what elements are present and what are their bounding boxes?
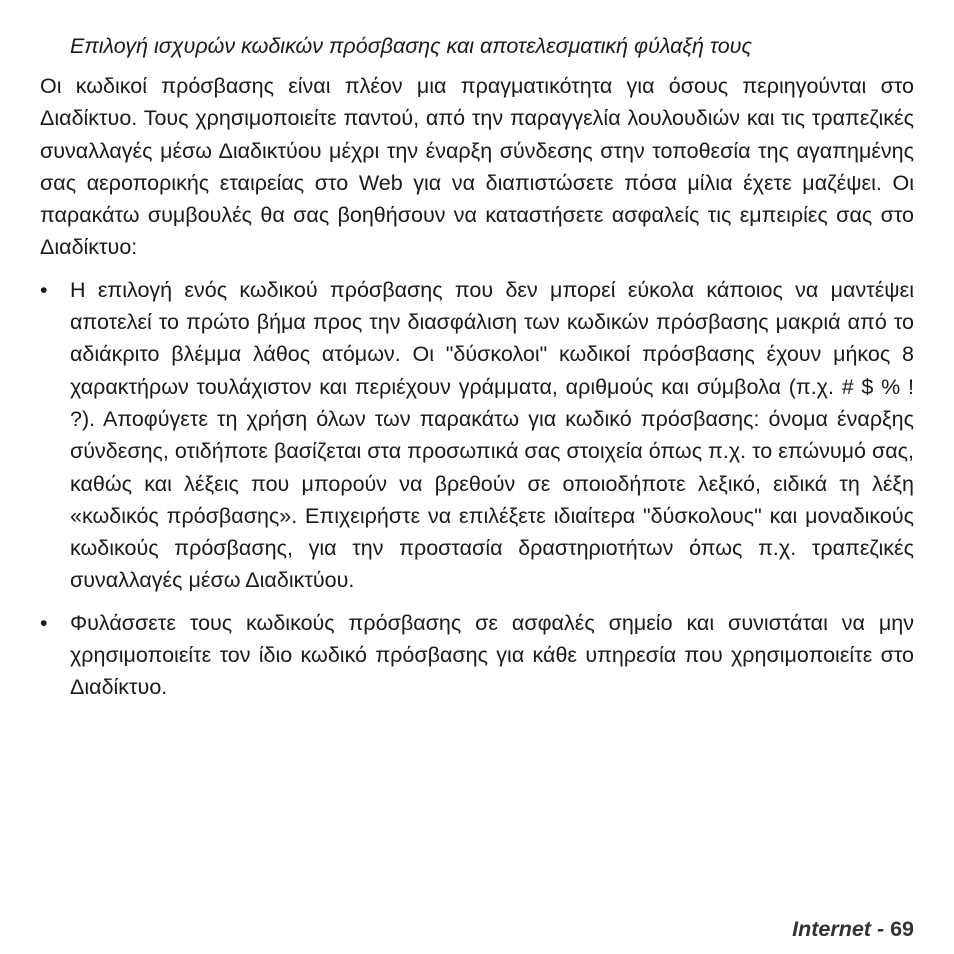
page-footer [792,913,914,945]
document-page [40,30,914,714]
list-item [40,607,914,704]
bullet-icon: • [40,277,48,302]
bullet-icon: • [40,610,48,635]
footer-section-title: Internet [792,917,871,941]
bullet-text: Φυλάσσετε τους κωδικούς πρόσβασης σε ασφαλές σημείο και συνιστάται να μην χρησιμοποιείτε τον ίδιο κωδικό πρόσβασης για κάθε υπηρεσία που χρησιμοποιείτε στο Διαδίκτυο. [70,610,914,700]
bullet-list [40,274,914,704]
footer-separator: - [870,917,891,941]
page-number: 69 [890,917,914,941]
section-heading: Επιλογή ισχυρών κωδικών πρόσβασης και αποτελεσματική φύλαξή τους [70,34,752,58]
list-item [40,274,914,597]
intro-paragraph: Οι κωδικοί πρόσβασης είναι πλέον μια πραγματικότητα για όσους περιηγούνται στο Διαδίκτυο. Τους χρησιμοποιείτε παντού, από την παραγγελία λουλουδιών και τις τραπεζικές συναλλαγές μέσω Διαδικτύου μέχρι την έναρξη σύνδεσης στην τοποθεσία της αγαπημένης σας αεροπορικής εταιρείας στο Web για να διαπιστώσετε πόσα μίλια έχετε μαζέψει. Οι παρακάτω συμβουλές θα σας βοηθήσουν να καταστήσετε ασφαλείς τις εμπειρίες σας στο Διαδίκτυο: [40,74,914,260]
bullet-text: Η επιλογή ενός κωδικού πρόσβασης που δεν μπορεί εύκολα κάποιος να μαντέψει αποτελεί το πρώτο βήμα προς την διασφάλιση των κωδικών πρόσβασης μακριά από το αδιάκριτο βλέμμα λάθος ατόμων. Οι "δύσκολοι" κωδικοί πρόσβασης έχουν μήκος 8 χαρακτήρων τουλάχιστον και περιέχουν γράμματα, αριθμούς και σύμβολα (π.χ. # $ % ! ?). Αποφύγετε τη χρήση όλων των παρακάτω για κωδικό πρόσβασης: όνομα έναρξης σύνδεσης, οτιδήποτε βασίζεται στα προσωπικά σας στοιχεία όπως π.χ. το επώνυμό σας, καθώς και λέξεις που μπορούν να βρεθούν σε οποιοδήποτε λεξικό, ειδικά τη λέξη «κωδικός πρόσβασης». Επιχειρήστε να επιλέξετε ιδιαίτερα "δύσκολους" και μοναδικούς κωδικούς πρόσβασης, για την προστασία δραστηριοτήτων όπως π.χ. τραπεζικές συναλλαγές μέσω Διαδικτύου. [70,277,914,593]
